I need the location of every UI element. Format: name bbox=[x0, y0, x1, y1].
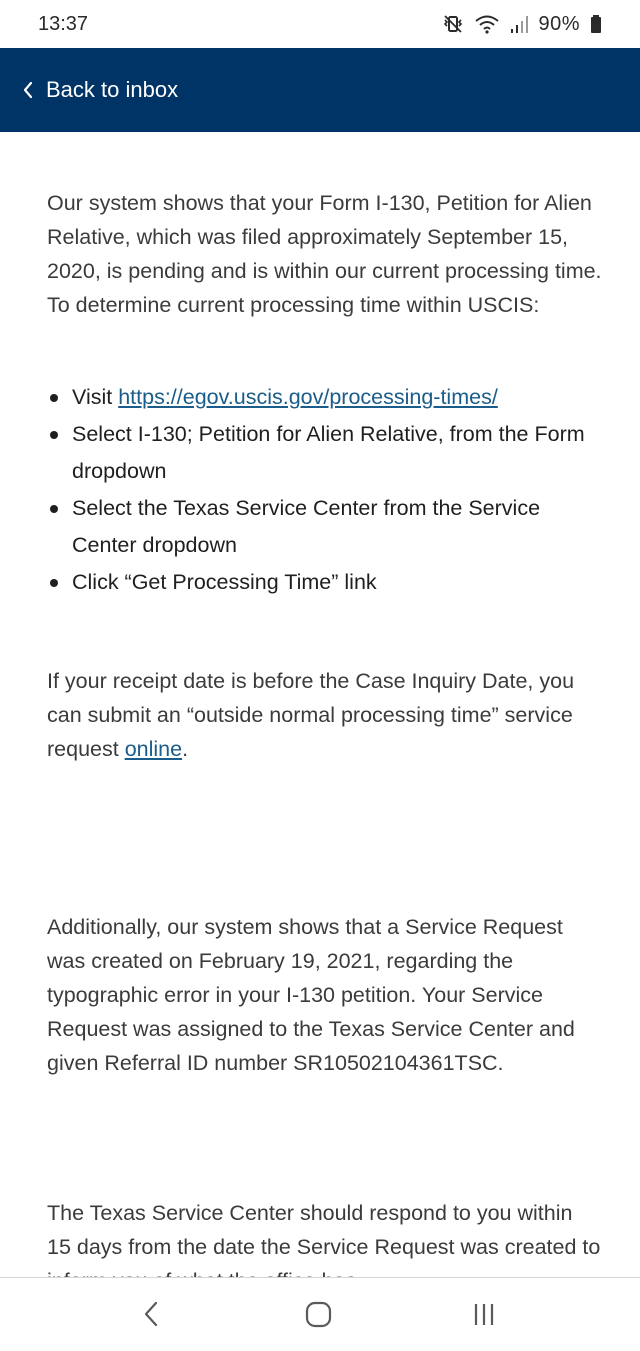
status-time: 13:37 bbox=[38, 12, 89, 35]
list-item: Click “Get Processing Time” link bbox=[47, 564, 607, 601]
list-item: Select the Texas Service Center from the Service Center dropdown bbox=[47, 490, 607, 564]
battery-percent: 90% bbox=[538, 12, 580, 35]
back-nav-icon[interactable] bbox=[138, 1298, 166, 1335]
status-bar bbox=[0, 0, 640, 48]
list-item: Select I-130; Petition for Alien Relative, from the Form dropdown bbox=[47, 416, 607, 490]
paragraph2-end: . bbox=[182, 737, 189, 761]
back-to-inbox-link[interactable] bbox=[22, 77, 178, 103]
system-nav-bar bbox=[0, 1277, 640, 1351]
mute-vibrate-icon bbox=[442, 14, 464, 34]
processing-times-link[interactable]: https://egov.uscis.gov/processing-times/ bbox=[118, 385, 498, 409]
recent-apps-icon[interactable] bbox=[470, 1298, 500, 1335]
back-to-inbox-label: Back to inbox bbox=[46, 77, 179, 102]
header-bar bbox=[0, 48, 640, 132]
paragraph2-text: If your receipt date is before the Case Inquiry Date, you can submit an “outside normal processing time” service request bbox=[47, 669, 575, 761]
online-link[interactable]: online bbox=[124, 737, 183, 761]
message-body bbox=[0, 132, 640, 1277]
paragraph-service-request-info bbox=[47, 664, 602, 766]
paragraph-pending-status: Our system shows that your Form I-130, Petition for Alien Relative, which was filed approximately September 15, 2020, is pending and is within our current processing time. To determine current processing time within USCIS: bbox=[47, 191, 602, 317]
home-nav-icon[interactable] bbox=[303, 1298, 335, 1335]
instructions-list bbox=[47, 379, 607, 601]
status-icons bbox=[442, 13, 602, 36]
chevron-left-icon bbox=[22, 81, 34, 99]
list-item bbox=[47, 379, 607, 416]
signal-icon bbox=[510, 14, 528, 34]
paragraph-response-time: The Texas Service Center should respond to you within 15 days from the date the Service Request was created to bbox=[47, 1201, 601, 1259]
visit-prefix: Visit bbox=[72, 385, 119, 409]
wifi-icon bbox=[474, 14, 500, 34]
battery-icon bbox=[590, 14, 602, 34]
paragraph-referral-id: Additionally, our system shows that a Service Request was created on February 19, 2021, regarding the typographic error in your I-130 petition. Your Service Request was assigned to the Texas Service Center and given Referral ID number SR10502104361TSC. bbox=[47, 915, 575, 1075]
